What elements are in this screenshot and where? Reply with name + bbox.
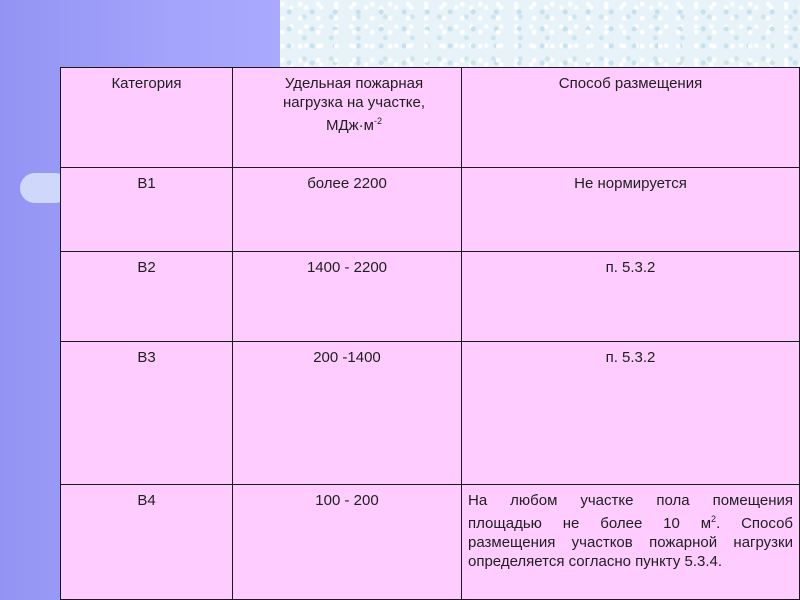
cell-category: В3 bbox=[61, 342, 233, 485]
cell-load: более 2200 bbox=[233, 168, 462, 252]
cell-category: В1 bbox=[61, 168, 233, 252]
placement-text-part1: На любом участке пола помещения площадью не более 10 м bbox=[468, 492, 793, 532]
cell-load: 100 - 200 bbox=[233, 485, 462, 600]
cell-placement: п. 5.3.2 bbox=[462, 342, 800, 485]
header-placement: Способ размещения bbox=[462, 68, 800, 168]
table-row bbox=[61, 342, 800, 485]
header-fire-load-label: Удельная пожарная нагрузка на участке, bbox=[282, 75, 426, 111]
top-texture-band bbox=[280, 0, 800, 68]
header-category: Категория bbox=[61, 68, 233, 168]
cell-category: В2 bbox=[61, 252, 233, 342]
header-fire-load bbox=[233, 68, 462, 168]
header-unit-label: МДж·м bbox=[325, 117, 374, 134]
placement-text-part2: . Способ размещения участков пожарной нагрузки определяется согласно пункту 5.3.4. bbox=[468, 515, 793, 570]
header-unit bbox=[326, 112, 382, 135]
table-header-row bbox=[61, 68, 800, 168]
cell-placement bbox=[462, 485, 800, 600]
cell-category: В4 bbox=[61, 485, 233, 600]
table-row bbox=[61, 485, 800, 600]
header-unit-exponent: -2 bbox=[373, 116, 382, 126]
placement-exponent: 2 bbox=[711, 514, 717, 524]
table-row bbox=[61, 252, 800, 342]
fire-load-table bbox=[60, 67, 800, 600]
cell-load: 1400 - 2200 bbox=[233, 252, 462, 342]
table-row bbox=[61, 168, 800, 252]
cell-load: 200 -1400 bbox=[233, 342, 462, 485]
cell-placement: Не нормируется bbox=[462, 168, 800, 252]
cell-placement: п. 5.3.2 bbox=[462, 252, 800, 342]
